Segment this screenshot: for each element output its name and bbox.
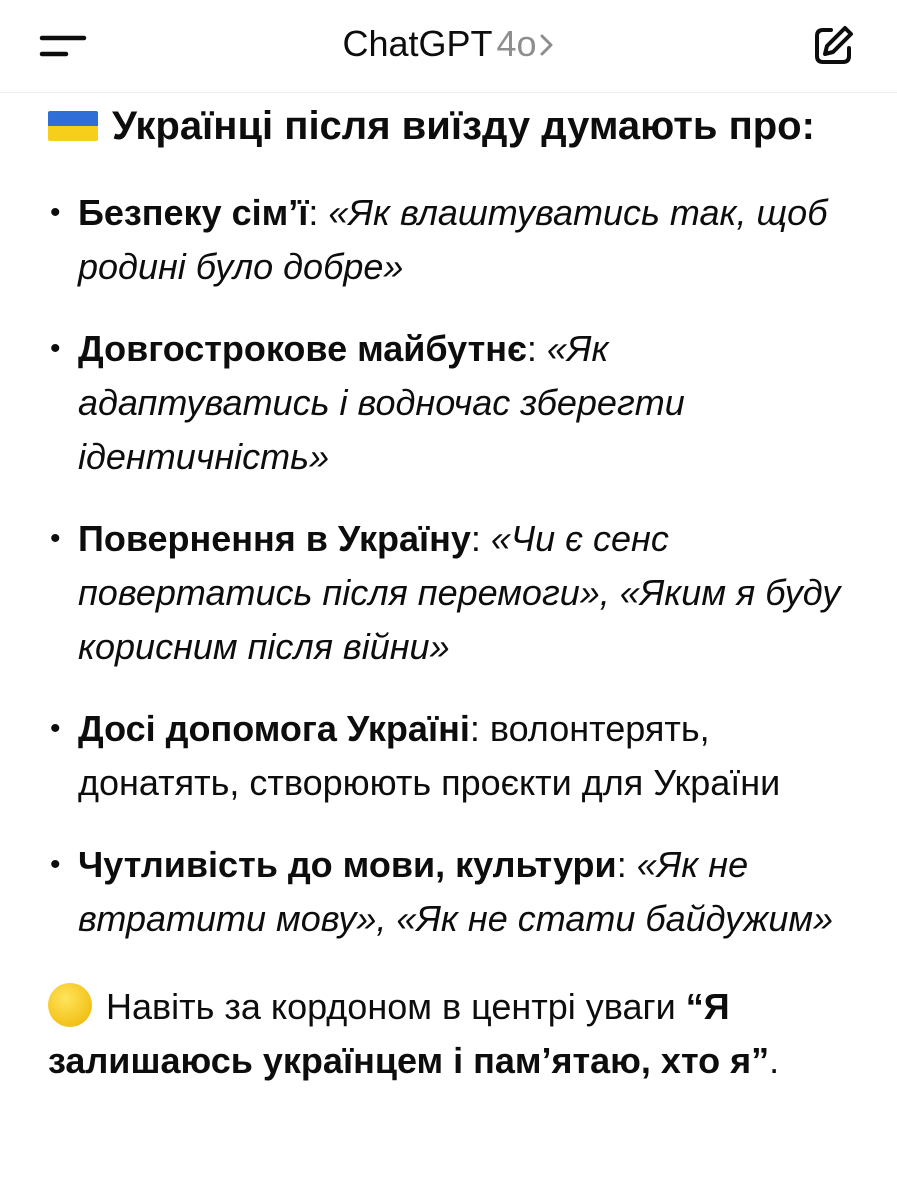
list-item: • Повернення в Україну: «Чи є сенс повертатись після перемоги», «Яким я буду корисним після війни»: [50, 518, 841, 667]
item-text: «Як влаштуватись так, щоб родині було добре»: [78, 192, 828, 287]
list-item: • Довгострокове майбутнє: «Як адаптуватись і водночас зберегти ідентичність»: [50, 328, 685, 477]
top-bar: [0, 0, 897, 93]
item-label: Повернення в Україну: [78, 518, 471, 559]
list-item: • Досі допомога Україні: волонтерять, донатять, створюють проєкти для України: [50, 708, 781, 803]
item-label: Безпеку сім’ї: [78, 192, 309, 233]
chevron-right-icon: [539, 24, 555, 68]
list-item: • Безпеку сім’ї: «Як влаштуватись так, щоб родині було добре»: [50, 192, 828, 287]
topic-list: [48, 186, 858, 946]
ukraine-flag-icon: [48, 111, 98, 141]
heading-text: Українці після виїзду думають про:: [112, 104, 815, 148]
conclusion-quote: “Я залишаюсь українцем і пам’ятаю, хто я”: [48, 986, 770, 1081]
item-label: Досі допомога Україні: [78, 708, 470, 749]
yellow-circle-icon: [48, 983, 92, 1027]
app-title: ChatGPT: [342, 23, 493, 64]
item-text: «Як адаптуватись і водночас зберегти ідентичність»: [78, 328, 685, 477]
message-heading: [48, 96, 858, 156]
assistant-message: [48, 96, 858, 1088]
list-item: • Чутливість до мови, культури: «Як не втратити мову», «Як не стати байдужим»: [50, 844, 834, 939]
model-name: 4o: [496, 23, 537, 64]
conclusion-text: Навіть за кордоном в центрі уваги: [106, 986, 686, 1027]
item-text: «Як не втратити мову», «Як не стати байдужим»: [78, 844, 834, 939]
item-text: волонтерять, донатять, створюють проєкти для України: [78, 708, 781, 803]
new-chat-pencil-icon[interactable]: [809, 22, 857, 70]
conclusion-paragraph: Навіть за кордоном в центрі уваги “Я залишаюсь українцем і пам’ятаю, хто я”.: [48, 980, 858, 1088]
item-label: Чутливість до мови, культури: [78, 844, 617, 885]
item-label: Довгострокове майбутнє: [78, 328, 527, 369]
item-text: «Чи є сенс повертатись після перемоги», «Яким я буду корисним після війни»: [78, 518, 841, 667]
model-selector[interactable]: [0, 22, 897, 68]
